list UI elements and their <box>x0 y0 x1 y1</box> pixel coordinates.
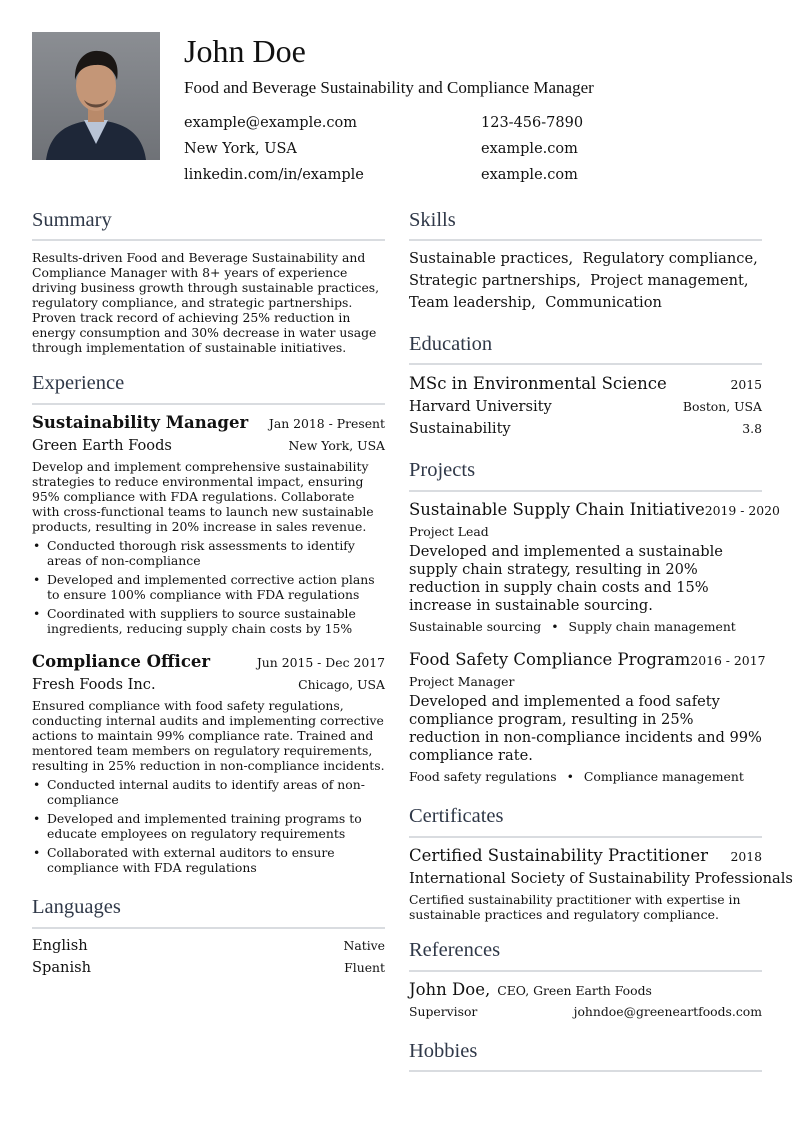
contact-website-2[interactable]: example.com <box>481 167 578 183</box>
skill-item: Communication <box>545 294 662 311</box>
list-item: • Developed and implemented corrective action plans to ensure 100% compliance with FDA regulations <box>32 572 385 602</box>
section-title-education: Education <box>409 333 493 355</box>
project-role: Project Lead <box>409 524 489 539</box>
project-header <box>409 650 766 670</box>
education-gpa: 3.8 <box>742 421 762 436</box>
language-name: Spanish <box>32 959 91 976</box>
section-title-certificates: Certificates <box>409 805 504 827</box>
skill-item: Regulatory compliance, <box>582 250 758 267</box>
job-bullets <box>32 777 385 879</box>
project-header <box>409 500 780 520</box>
skills-list <box>409 248 762 314</box>
certificate-description: Certified sustainability practitioner with expertise in sustainable practices and regulatory compliance. <box>409 892 741 922</box>
section-title-skills: Skills <box>409 209 456 231</box>
reference-relation: Supervisor <box>409 1004 478 1019</box>
language-level: Native <box>343 938 385 953</box>
project-role: Project Manager <box>409 674 515 689</box>
skill-item: Strategic partnerships, <box>409 272 581 289</box>
project-name: Food Safety Compliance Program <box>409 650 691 669</box>
project-name: Sustainable Supply Chain Initiative <box>409 500 705 519</box>
language-row <box>32 937 385 955</box>
section-divider <box>32 927 385 929</box>
section-title-hobbies: Hobbies <box>409 1040 478 1062</box>
section-divider <box>32 403 385 405</box>
project-tags <box>409 769 744 784</box>
separator-dot: • <box>551 619 559 634</box>
job-header <box>32 413 385 433</box>
education-header <box>409 374 762 394</box>
project-tag: Supply chain management <box>568 619 736 634</box>
job-company-row <box>32 437 385 455</box>
section-divider <box>409 490 762 492</box>
job-role: Compliance Officer <box>32 652 211 671</box>
reference-position: CEO, Green Earth Foods <box>497 983 652 998</box>
section-divider <box>409 239 762 241</box>
section-title-projects: Projects <box>409 459 476 481</box>
certificate-name: Certified Sustainability Practitioner <box>409 846 709 865</box>
job-bullets <box>32 538 385 640</box>
education-school-row <box>409 398 762 416</box>
list-item: • Collaborated with external auditors to ensure compliance with FDA regulations <box>32 845 385 875</box>
skill-item: Team leadership, <box>409 294 536 311</box>
education-year: 2015 <box>730 377 762 392</box>
skill-item: Project management, <box>590 272 749 289</box>
list-item: • Conducted thorough risk assessments to identify areas of non-compliance <box>32 538 385 568</box>
list-item: • Coordinated with suppliers to source sustainable ingredients, reducing supply chain costs by 15% <box>32 606 385 636</box>
project-tag: Sustainable sourcing <box>409 619 542 634</box>
section-divider <box>409 1070 762 1072</box>
language-name: English <box>32 937 88 954</box>
project-tag: Food safety regulations <box>409 769 557 784</box>
education-field-row <box>409 420 762 438</box>
education-school: Harvard University <box>409 398 552 415</box>
contact-location: New York, USA <box>184 141 297 157</box>
job-dates: Jun 2015 - Dec 2017 <box>256 655 385 670</box>
section-title-experience: Experience <box>32 372 125 394</box>
language-level: Fluent <box>344 960 385 975</box>
reference-contact-row <box>409 1004 762 1019</box>
job-dates: Jan 2018 - Present <box>268 416 385 431</box>
section-title-languages: Languages <box>32 896 121 918</box>
section-divider <box>32 239 385 241</box>
job-description: Develop and implement comprehensive sustainability strategies to reduce environmental impact, ensuring 95% compliance with FDA regulations. Collaborate with cross-functional teams to launch new sustainable products, resulting in 20% increase in sales revenue. <box>32 459 374 534</box>
certificate-header <box>409 846 762 866</box>
project-description: Developed and implemented a sustainable supply chain strategy, resulting in 20% reduction in supply chain costs and 15% increase in sustainable sourcing. <box>409 543 723 614</box>
reference-name: John Doe, <box>409 980 491 999</box>
job-company: Green Earth Foods <box>32 437 172 454</box>
section-title-references: References <box>409 939 501 961</box>
contact-website[interactable]: example.com <box>481 141 578 157</box>
project-description: Developed and implemented a food safety compliance program, resulting in 25% reduction in non-compliance incidents and 99% compliance rate. <box>409 693 762 764</box>
education-degree: MSc in Environmental Science <box>409 374 667 393</box>
skill-item: Sustainable practices, <box>409 250 574 267</box>
job-role: Sustainability Manager <box>32 413 249 432</box>
language-row <box>32 959 385 977</box>
job-description: Ensured compliance with food safety regulations, conducting internal audits and implementing corrective actions to maintain 99% compliance rate. Trained and mentored team members on regulatory requirements, resulting in 25% reduction in non-compliance incidents. <box>32 698 385 773</box>
summary-text: Results-driven Food and Beverage Sustainability and Compliance Manager with 8+ years of experience driving business growth through sustainable practices, regulatory compliance, and strategic partnerships. Proven track record of achieving 25% reduction in energy consumption and 30% decrease in water usage through implementation of sustainable initiatives. <box>32 250 380 355</box>
certificate-issuer: International Society of Sustainability Professionals <box>409 870 793 887</box>
education-location: Boston, USA <box>682 399 762 414</box>
reference-email[interactable]: johndoe@greeneartfoods.com <box>573 1004 762 1019</box>
section-title-summary: Summary <box>32 209 112 231</box>
project-tag: Compliance management <box>583 769 744 784</box>
contact-linkedin[interactable]: linkedin.com/in/example <box>184 167 364 183</box>
job-company: Fresh Foods Inc. <box>32 676 156 693</box>
section-divider <box>409 970 762 972</box>
project-tags <box>409 619 736 634</box>
section-divider <box>409 363 762 365</box>
reference-header <box>409 980 652 1000</box>
certificate-year: 2018 <box>730 849 762 864</box>
contact-email[interactable]: example@example.com <box>184 115 358 131</box>
project-dates: 2019 - 2020 <box>704 503 780 518</box>
candidate-name: John Doe <box>184 33 306 69</box>
list-item: • Developed and implemented training programs to educate employees on regulatory requirements <box>32 811 385 841</box>
profile-photo <box>32 32 160 160</box>
section-divider <box>409 836 762 838</box>
job-header <box>32 652 385 672</box>
job-company-row <box>32 676 385 694</box>
job-location: Chicago, USA <box>298 677 385 692</box>
education-field: Sustainability <box>409 420 511 437</box>
contact-phone[interactable]: 123-456-7890 <box>481 115 584 131</box>
candidate-title: Food and Beverage Sustainability and Compliance Manager <box>184 78 594 97</box>
job-location: New York, USA <box>288 438 385 453</box>
list-item: • Conducted internal audits to identify areas of non-compliance <box>32 777 385 807</box>
project-dates: 2016 - 2017 <box>690 653 766 668</box>
separator-dot: • <box>566 769 574 784</box>
